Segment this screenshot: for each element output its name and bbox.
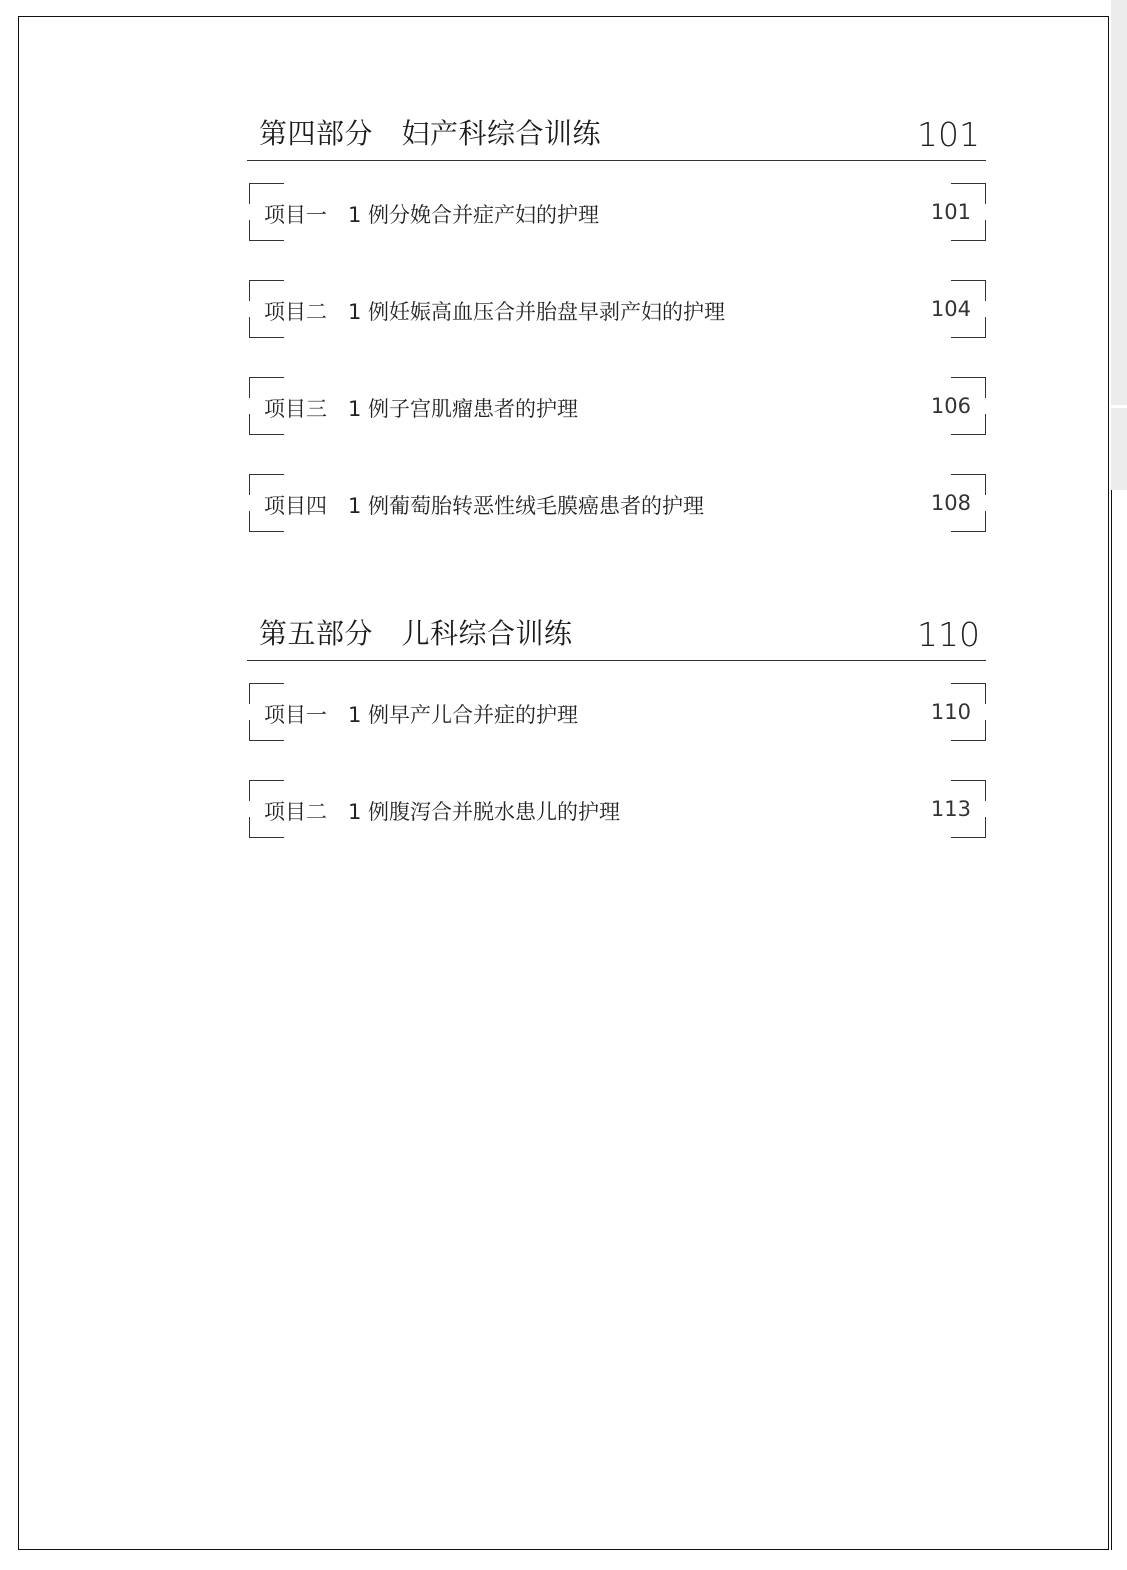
section-header bbox=[247, 612, 986, 661]
toc-section-5 bbox=[247, 612, 986, 840]
toc-entry-label: 项目一 1 例分娩合并症产妇的护理 bbox=[264, 203, 600, 227]
toc-entry-page: 108 bbox=[930, 491, 971, 515]
toc-entry[interactable] bbox=[247, 377, 986, 437]
section-title: 第五部分 儿科综合训练 bbox=[259, 617, 573, 650]
section-header bbox=[247, 112, 986, 161]
toc-entry-label: 项目二 1 例腹泻合并脱水患儿的护理 bbox=[264, 800, 621, 824]
section-page-number: 101 bbox=[917, 115, 980, 154]
right-bracket-icon bbox=[950, 683, 986, 741]
toc-entry[interactable] bbox=[247, 280, 986, 340]
toc-entry-label: 项目二 1 例妊娠高血压合并胎盘早剥产妇的护理 bbox=[264, 300, 726, 324]
toc-entry[interactable] bbox=[247, 780, 986, 840]
scrollbar-divider bbox=[1111, 405, 1127, 408]
right-bracket-icon bbox=[950, 780, 986, 838]
section-title: 第四部分 妇产科综合训练 bbox=[259, 117, 602, 150]
toc-entry[interactable] bbox=[247, 474, 986, 534]
toc-entry[interactable] bbox=[247, 683, 986, 743]
toc-entry-page: 101 bbox=[930, 200, 971, 224]
scrollbar[interactable] bbox=[1111, 0, 1127, 490]
right-bracket-icon bbox=[950, 280, 986, 338]
toc-entry-page: 113 bbox=[930, 797, 971, 821]
section-page-number: 110 bbox=[917, 615, 980, 654]
right-bracket-icon bbox=[950, 377, 986, 435]
toc-entry-label: 项目一 1 例早产儿合并症的护理 bbox=[264, 703, 579, 727]
toc-entry-label: 项目三 1 例子宫肌瘤患者的护理 bbox=[264, 397, 579, 421]
toc-section-4 bbox=[247, 112, 986, 534]
toc-entry-page: 106 bbox=[930, 394, 971, 418]
page-edge-rule bbox=[1111, 490, 1112, 1550]
right-bracket-icon bbox=[950, 474, 986, 532]
toc-entry-page: 104 bbox=[930, 297, 971, 321]
right-bracket-icon bbox=[950, 183, 986, 241]
toc-entry-page: 110 bbox=[930, 700, 971, 724]
toc-entry[interactable] bbox=[247, 183, 986, 243]
toc-entry-label: 项目四 1 例葡萄胎转恶性绒毛膜癌患者的护理 bbox=[264, 494, 705, 518]
